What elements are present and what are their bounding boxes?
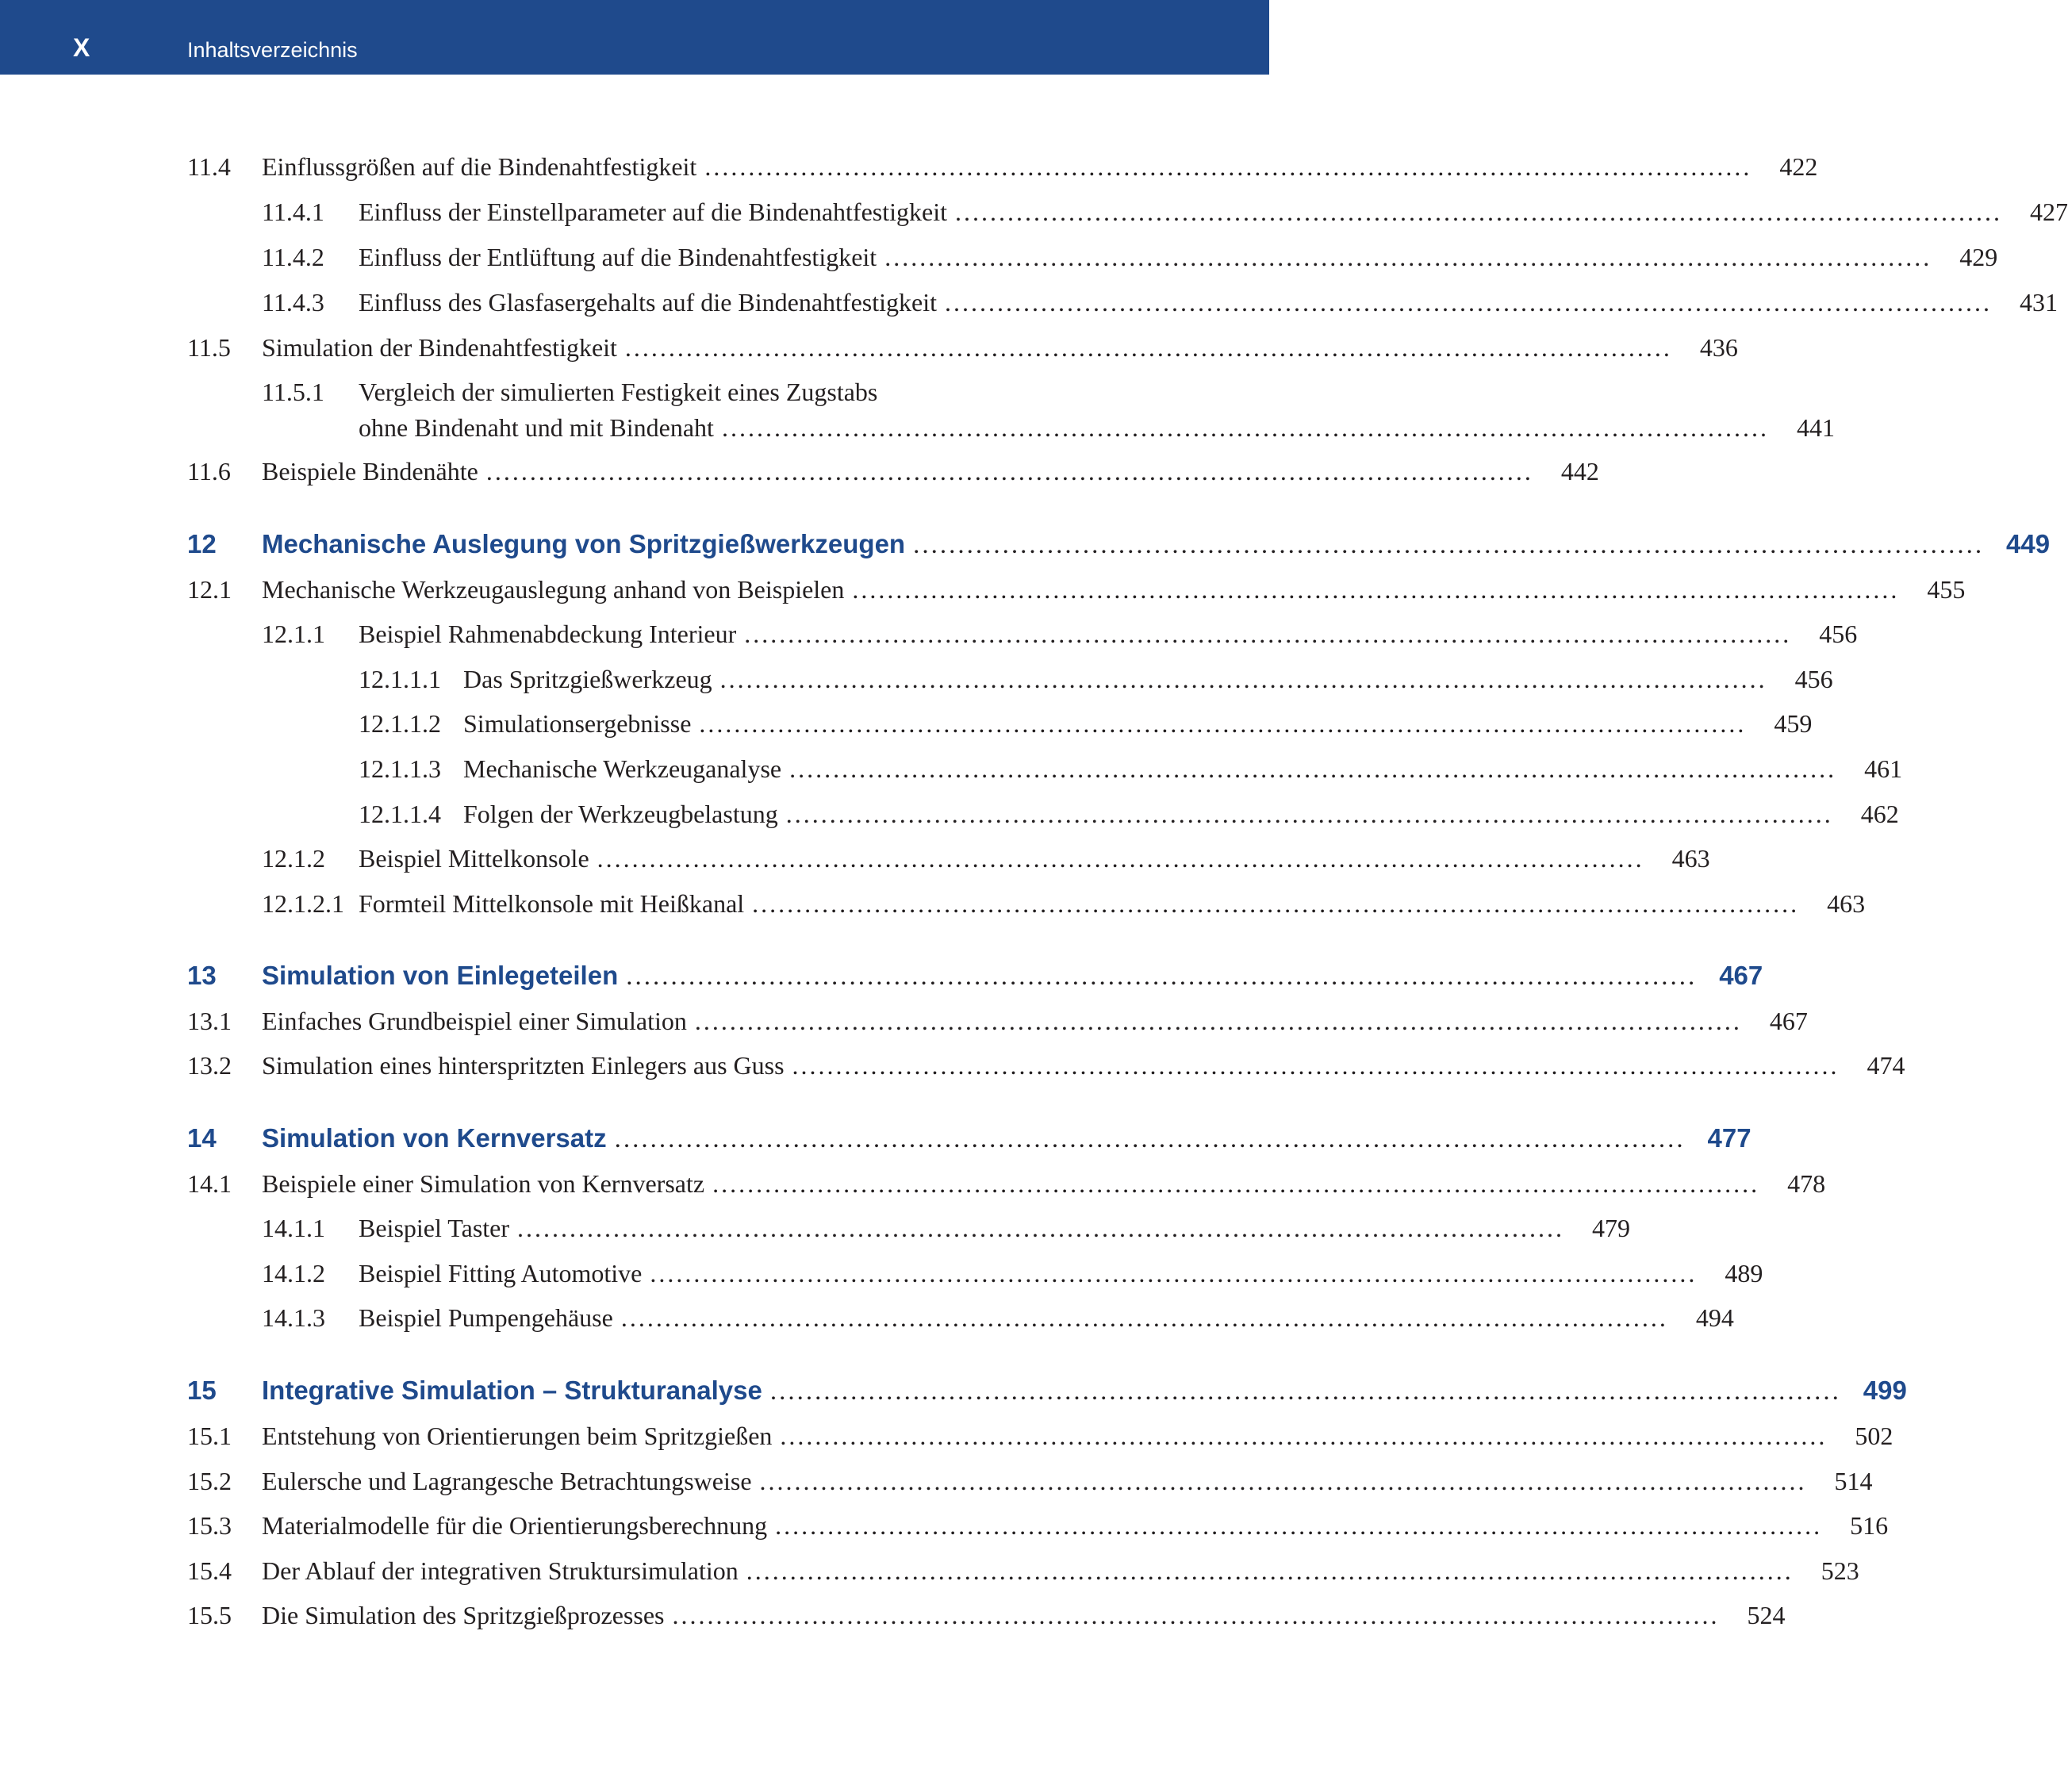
dot-leader: ........................................................................................................................	[792, 1051, 1840, 1080]
entry-page: 422	[1779, 152, 1818, 181]
entry-number: 15.2	[187, 1467, 232, 1495]
dot-leader: ........................................................................................................................	[884, 243, 1932, 271]
entry-title-line2: ohne Bindenaht und mit Bindenaht	[359, 413, 714, 442]
toc-entry-subsection[interactable]	[0, 235, 1998, 279]
toc-entry-section[interactable]	[0, 1593, 1786, 1637]
chapter-number: 13	[187, 961, 217, 990]
entry-number: 14.1	[187, 1169, 232, 1198]
entry-page: 455	[1927, 575, 1966, 604]
entry-page: 456	[1794, 665, 1833, 693]
entry-number: 11.4	[187, 152, 231, 181]
entry-title: Beispiel Pumpengehäuse	[359, 1303, 613, 1332]
dot-leader: ........................................................................................................................	[719, 665, 1767, 693]
toc-entry-subsection[interactable]	[0, 190, 2068, 234]
entry-page: 436	[1699, 333, 1738, 362]
chapter-page: 499	[1863, 1376, 1907, 1405]
dot-leader: ........................................................................................................................	[721, 413, 1769, 442]
dot-leader: ........................................................................................................................	[597, 844, 1644, 873]
entry-number: 15.5	[187, 1601, 232, 1629]
entry-page: 524	[1747, 1601, 1786, 1629]
entry-title: Entstehung von Orientierungen beim Spritzgießen	[262, 1422, 773, 1450]
entry-page: 461	[1864, 754, 1903, 783]
entry-page: 441	[1796, 413, 1835, 442]
entry-number: 15.1	[187, 1422, 232, 1450]
entry-title: Folgen der Werkzeugbelastung	[463, 800, 778, 828]
entry-title-line1: Vergleich der simulierten Festigkeit eines Zugstabs	[359, 378, 878, 406]
entry-number: 11.5	[187, 333, 231, 362]
entry-number: 12.1.1.2	[359, 709, 441, 738]
entry-title: Beispiel Mittelkonsole	[359, 844, 589, 873]
entry-number: 12.1.1.3	[359, 754, 441, 783]
chapter-number: 12	[187, 529, 217, 558]
toc-entry-chapter[interactable]	[0, 954, 1763, 998]
toc-entry-chapter[interactable]	[0, 1116, 1751, 1161]
chapter-title: Simulation von Einlegeteilen	[262, 961, 619, 990]
entry-page: 479	[1592, 1214, 1631, 1242]
entry-page: 514	[1834, 1467, 1873, 1495]
dot-leader: ........................................................................................................................	[712, 1169, 1760, 1198]
entry-page: 442	[1560, 457, 1599, 485]
entry-number: 13.2	[187, 1051, 232, 1080]
chapter-page: 467	[1719, 961, 1763, 990]
toc-entry-subsubsection[interactable]	[0, 792, 1899, 836]
toc-entry-section[interactable]	[0, 999, 1808, 1043]
dot-leader: ........................................................................................................................	[746, 1556, 1794, 1585]
dot-leader: ........................................................................................................................	[785, 800, 1833, 828]
toc-entry-section[interactable]	[0, 1414, 1893, 1458]
entry-title: Formteil Mittelkonsole mit Heißkanal	[359, 889, 745, 918]
entry-title: Einfluss der Entlüftung auf die Bindenahtfestigkeit	[359, 243, 877, 271]
chapter-title: Simulation von Kernversatz	[262, 1123, 607, 1153]
chapter-page: 449	[2006, 529, 2051, 558]
chapter-page: 477	[1707, 1123, 1751, 1153]
entry-title: Simulation eines hinterspritzten Einlegers aus Guss	[262, 1051, 785, 1080]
dot-leader: ........................................................................................................................	[650, 1259, 1698, 1287]
dot-leader: ........................................................................................................................	[789, 754, 1837, 783]
dot-leader: ........................................................................................................................	[775, 1511, 1823, 1540]
running-title: Inhaltsverzeichnis	[187, 38, 358, 62]
entry-title: Der Ablauf der integrativen Struktursimulation	[262, 1556, 739, 1585]
dot-leader: ........................................................................................................................	[945, 288, 1992, 317]
toc-entry-section[interactable]	[0, 144, 1818, 189]
entry-title: Einfluss des Glasfasergehalts auf die Bindenahtfestigkeit	[359, 288, 937, 317]
entry-number: 15.3	[187, 1511, 232, 1540]
dot-leader: ........................................................................................................................	[485, 457, 1533, 485]
entry-page: 427	[2029, 198, 2068, 226]
entry-page: 494	[1695, 1303, 1734, 1332]
toc-entry-chapter[interactable]	[0, 522, 2051, 566]
toc-entry-subsection[interactable]	[0, 836, 1710, 881]
toc-entry-section[interactable]	[0, 1548, 1859, 1593]
entry-title: Mechanische Werkzeuganalyse	[463, 754, 782, 783]
dot-leader: ........................................................................................................................	[954, 198, 2002, 226]
toc-entry-subsubsection[interactable]	[0, 657, 1833, 701]
chapter-title: Mechanische Auslegung von Spritzgießwerkzeugen	[262, 529, 906, 558]
entry-page: 478	[1787, 1169, 1826, 1198]
chapter-number: 15	[187, 1376, 217, 1405]
entry-title: Simulation der Bindenahtfestigkeit	[262, 333, 617, 362]
dot-leader: ........................................................................................................................	[704, 152, 1752, 181]
entry-title: Einflussgrößen auf die Bindenahtfestigkeit	[262, 152, 697, 181]
dot-leader: ........................................................................................................................	[699, 709, 1747, 738]
entry-number: 12.1.1	[262, 620, 325, 648]
dot-leader: ........................................................................................................................	[769, 1377, 1841, 1406]
toc-entry-section[interactable]	[0, 567, 1966, 612]
entry-title: Das Spritzgießwerkzeug	[463, 665, 712, 693]
entry-number: 11.4.2	[262, 243, 324, 271]
toc-entry-section[interactable]	[0, 449, 1599, 493]
entry-title: Beispiel Rahmenabdeckung Interieur	[359, 620, 737, 648]
entry-number: 11.4.1	[262, 198, 324, 226]
dot-leader: ........................................................................................................................	[780, 1422, 1828, 1450]
dot-leader: ........................................................................................................................	[694, 1007, 1742, 1035]
entry-title: Materialmodelle für die Orientierungsberechnung	[262, 1511, 768, 1540]
entry-number: 12.1.2	[262, 844, 325, 873]
entry-title: Einfaches Grundbeispiel einer Simulation	[262, 1007, 687, 1035]
dot-leader: ........................................................................................................................	[517, 1214, 1565, 1242]
entry-page: 459	[1774, 709, 1813, 738]
entry-title: Beispiele einer Simulation von Kernversatz	[262, 1169, 705, 1198]
entry-title: Simulationsergebnisse	[463, 709, 692, 738]
toc-entry-subsection[interactable]	[0, 881, 1866, 926]
entry-page: 516	[1850, 1511, 1889, 1540]
entry-title: Beispiele Bindenähte	[262, 457, 478, 485]
entry-number: 14.1.1	[262, 1214, 325, 1242]
toc-entry-subsection[interactable]	[0, 1206, 1631, 1250]
chapter-number: 14	[187, 1123, 217, 1153]
entry-page: 463	[1827, 889, 1866, 918]
dot-leader: ........................................................................................................................	[744, 620, 1792, 648]
entry-page: 502	[1855, 1422, 1893, 1450]
toc-entry-subsection[interactable]	[0, 280, 2058, 324]
entry-page: 462	[1860, 800, 1899, 828]
entry-number: 15.4	[187, 1556, 232, 1585]
entry-page: 429	[1959, 243, 1998, 271]
toc-entry-section[interactable]	[0, 1161, 1826, 1206]
entry-title: Einfluss der Einstellparameter auf die Bindenahtfestigkeit	[359, 198, 947, 226]
toc-entry-chapter[interactable]	[0, 1368, 1907, 1413]
toc-entry-continuation[interactable]	[0, 405, 1835, 450]
entry-page: 463	[1671, 844, 1710, 873]
toc-entry-section[interactable]	[0, 1043, 1905, 1088]
entry-title: Beispiel Taster	[359, 1214, 510, 1242]
entry-number: 14.1.2	[262, 1259, 325, 1287]
entry-number: 12.1.1.1	[359, 665, 441, 693]
dot-leader: ........................................................................................................................	[913, 531, 1985, 559]
entry-number: 11.5.1	[262, 378, 324, 406]
entry-page: 489	[1725, 1259, 1763, 1287]
toc-entry-section[interactable]	[0, 325, 1738, 370]
dot-leader: ........................................................................................................................	[624, 333, 1672, 362]
entry-page: 456	[1819, 620, 1858, 648]
dot-leader: ........................................................................................................................	[620, 1303, 1668, 1332]
entry-number: 12.1	[187, 575, 232, 604]
entry-number: 13.1	[187, 1007, 232, 1035]
entry-title: Beispiel Fitting Automotive	[359, 1259, 643, 1287]
chapter-title: Integrative Simulation – Strukturanalyse	[262, 1376, 762, 1405]
dot-leader: ........................................................................................................................	[614, 1125, 1686, 1153]
entry-page: 467	[1769, 1007, 1808, 1035]
toc-entry-section[interactable]	[0, 1459, 1873, 1503]
entry-page: 523	[1821, 1556, 1859, 1585]
entry-title: Die Simulation des Spritzgießprozesses	[262, 1601, 665, 1629]
entry-number: 12.1.1.4	[359, 800, 441, 828]
entry-title: Eulersche und Lagrangesche Betrachtungsweise	[262, 1467, 752, 1495]
dot-leader: ........................................................................................................................	[759, 1467, 1807, 1495]
toc-entry-section[interactable]	[0, 1503, 1889, 1548]
entry-page: 474	[1867, 1051, 1905, 1080]
toc-entry-subsubsection[interactable]	[0, 746, 1903, 791]
dot-leader: ........................................................................................................................	[672, 1601, 1720, 1629]
entry-number: 11.4.3	[262, 288, 324, 317]
dot-leader: ........................................................................................................................	[752, 889, 1800, 918]
entry-page: 431	[2020, 288, 2058, 317]
entry-number: 14.1.3	[262, 1303, 325, 1332]
entry-title: Mechanische Werkzeugauslegung anhand von Beispielen	[262, 575, 845, 604]
entry-number: 12.1.2.1	[262, 889, 344, 918]
dot-leader: ........................................................................................................................	[852, 575, 1900, 604]
dot-leader: ........................................................................................................................	[626, 962, 1698, 991]
page-number: X	[73, 33, 90, 62]
toc-entry-subsection[interactable]	[0, 1295, 1734, 1340]
toc-entry-subsection[interactable]	[0, 612, 1858, 656]
toc-entry-subsection[interactable]	[0, 1251, 1763, 1295]
toc-entry-subsubsection[interactable]	[0, 701, 1813, 746]
entry-number: 11.6	[187, 457, 231, 485]
